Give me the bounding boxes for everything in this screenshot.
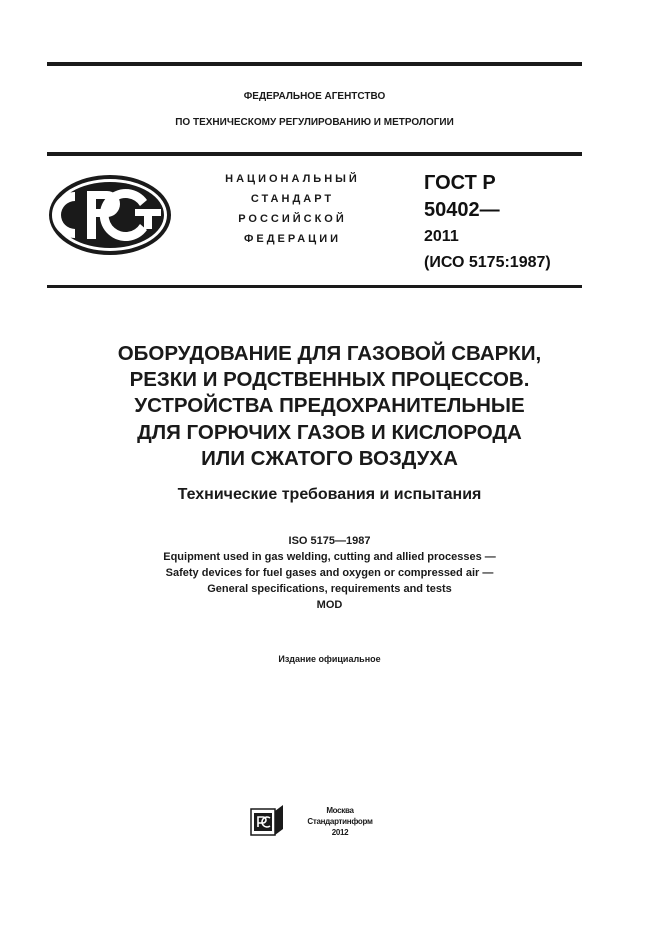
title-line-2: РЕЗКИ И РОДСТВЕННЫХ ПРОЦЕССОВ. [129, 368, 530, 391]
designation-line-3: 2011 [424, 228, 459, 245]
standartinform-logo-icon [249, 803, 285, 837]
national-standard-line-3: РОССИЙСКОЙ [238, 213, 347, 225]
agency-line-2: ПО ТЕХНИЧЕСКОМУ РЕГУЛИРОВАНИЮ И МЕТРОЛОГИИ [175, 117, 454, 128]
national-standard-line-4: ФЕДЕРАЦИИ [243, 233, 342, 245]
top-rule [47, 62, 582, 66]
iso-line-3: Safety devices for fuel gases and oxygen or compressed air — [165, 567, 494, 579]
iso-line-2: Equipment used in gas welding, cutting and allied processes — [163, 551, 496, 563]
designation-line-1: ГОСТ Р [424, 172, 496, 194]
gost-r-certification-icon [47, 173, 173, 257]
iso-line-5: MOD [316, 599, 343, 611]
subtitle: Технические требования и испытания [177, 486, 482, 503]
title-line-1: ОБОРУДОВАНИЕ ДЛЯ ГАЗОВОЙ СВАРКИ, [117, 342, 542, 365]
title-line-4: ДЛЯ ГОРЮЧИХ ГАЗОВ И КИСЛОРОДА [137, 421, 522, 444]
iso-line-4: General specifications, requirements and tests [207, 583, 452, 595]
middle-rule [47, 152, 582, 156]
designation-line-2: 50402— [424, 199, 500, 221]
bottom-rule [47, 285, 582, 288]
publisher-year: 2012 [331, 828, 349, 837]
publisher-name: Стандартинформ [307, 817, 373, 826]
national-standard-line-1: НАЦИОНАЛЬНЫЙ [225, 173, 360, 185]
national-standard-line-2: СТАНДАРТ [250, 193, 335, 205]
title-line-5: ИЛИ СЖАТОГО ВОЗДУХА [201, 447, 458, 470]
iso-line-1: ISO 5175—1987 [288, 535, 371, 547]
title-line-3: УСТРОЙСТВА ПРЕДОХРАНИТЕЛЬНЫЕ [134, 394, 525, 417]
designation-line-4: (ИСО 5175:1987) [424, 254, 551, 271]
edition-label: Издание официальное [278, 654, 381, 664]
agency-line-1: ФЕДЕРАЛЬНОЕ АГЕНТСТВО [243, 91, 386, 102]
publisher-city: Москва [326, 806, 354, 815]
